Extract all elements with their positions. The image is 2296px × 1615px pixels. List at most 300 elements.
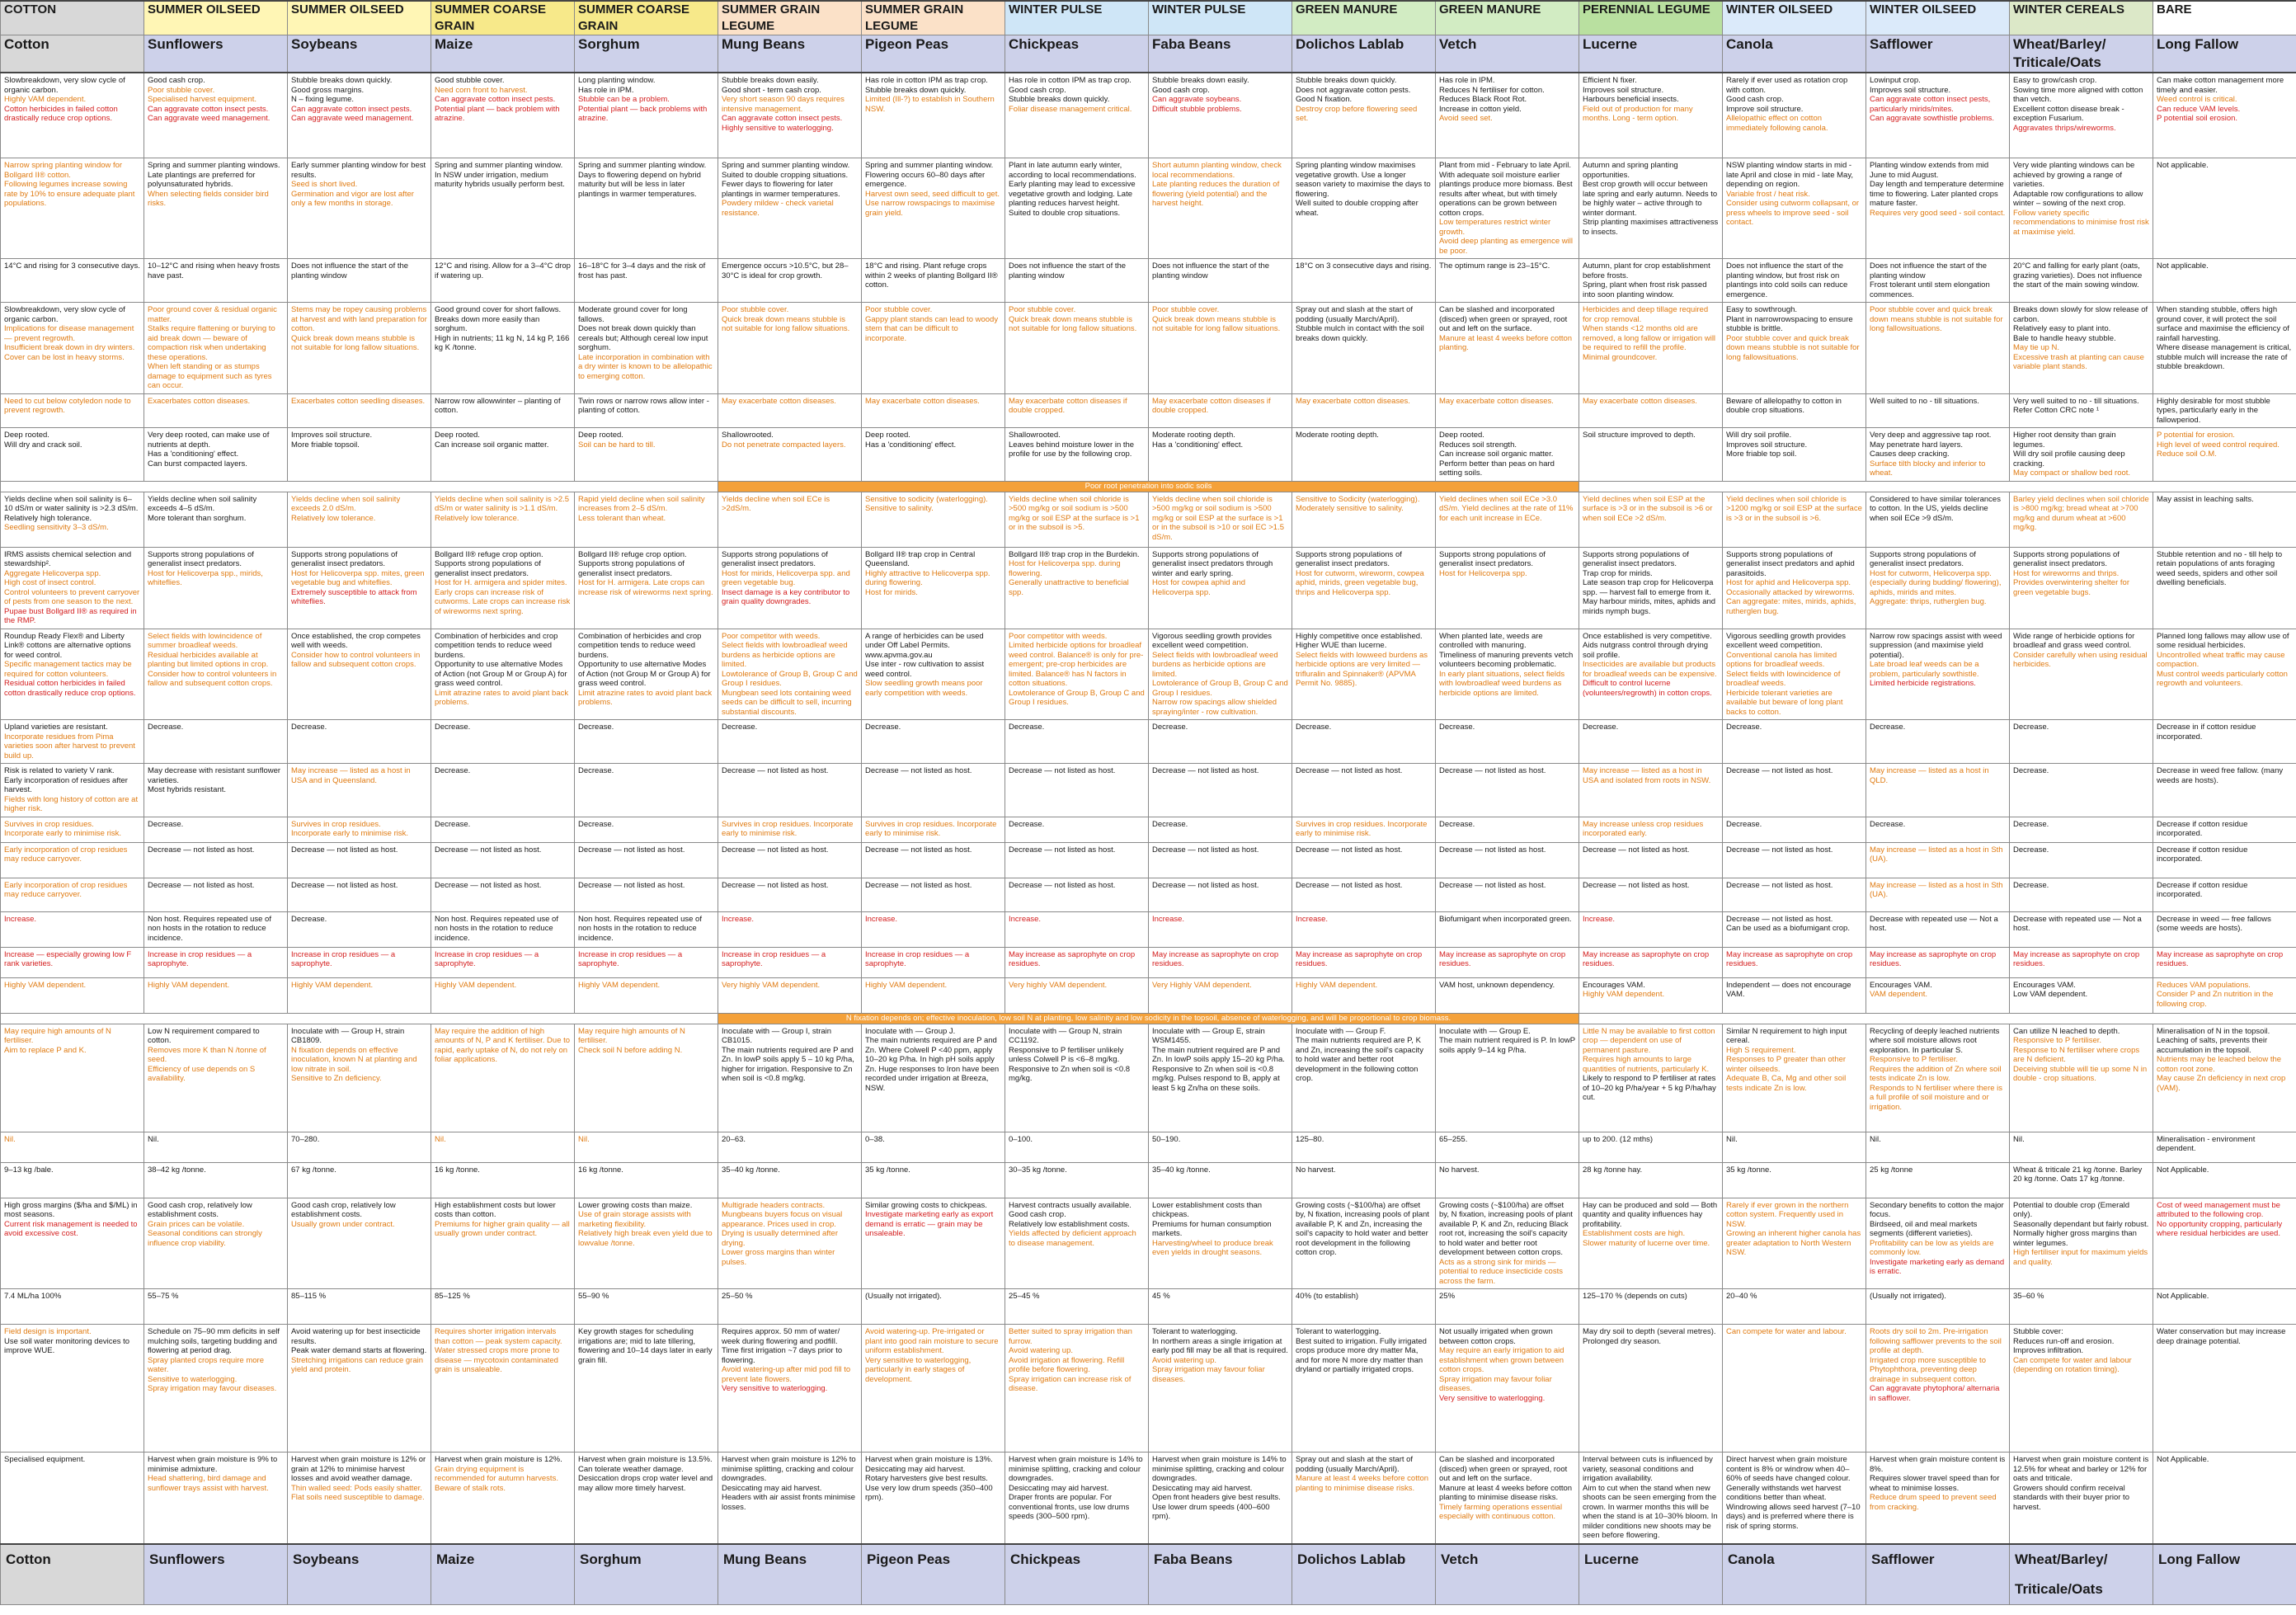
cell-line: May increase as saprophyte on crop residues. <box>1439 949 1566 968</box>
cell-line: Can reduce VAM levels. <box>2157 104 2241 114</box>
table-cell <box>575 911 718 947</box>
table-cell <box>144 629 288 720</box>
cell-line: Decrease — not listed as host. <box>1439 880 1546 890</box>
cell-line: Decrease. <box>1870 819 1906 829</box>
cell-line: Conventional canola has limited options for broadleaf weeds. <box>1726 650 1837 669</box>
cell-line: Stubble breaks down easily. <box>1152 76 1249 85</box>
cell-line: Poor stubble cover. <box>1152 305 1220 314</box>
cell-line: May decrease with resistant sunflower varieties. <box>148 766 281 785</box>
table-cell <box>1149 1024 1292 1132</box>
cell-line: The main nutrient required are P and Zn. In lowP soils apply 15–20 kg P/ha. Responsive to Zn when soil is <0.8 mg/kg. Pulses respond to B, apply at least 5 kg Zn/ha on these soils. <box>1152 1045 1285 1093</box>
cell-line: Soil can be hard to till. <box>578 440 656 450</box>
cell-line: Can aggravate weed management. <box>148 114 271 123</box>
table-cell <box>2153 303 2296 394</box>
cell-line: Seasonally dependant but fairly robust. <box>2013 1219 2149 1229</box>
cell-line: Late incorporation in combination with a dry winter is known to be allelopathic to emerging cotton. <box>578 352 713 381</box>
cell-line: Spray irrigation may favour foliar diseases. <box>1439 1374 1552 1393</box>
cell-line: Good cash crop. <box>1152 85 1210 95</box>
cell-line: Inoculate with — Group J. <box>865 1026 956 1036</box>
table-cell <box>1866 73 2010 158</box>
table-cell <box>1 73 144 158</box>
cell-line: Very highly VAM dependent. <box>722 980 821 990</box>
cell-line: Deep rooted. <box>4 431 49 440</box>
table-cell <box>1723 1289 1866 1325</box>
cell-line: In NSW under irrigation, medium maturity hybrids usually perform best. <box>435 170 565 189</box>
cell-line: Host for aphid and Helicoverpa spp. Occasionally attacked by wireworms. <box>1726 578 1855 597</box>
cell-line: Check soil N before adding N. <box>578 1045 683 1055</box>
crop-header: Faba Beans <box>1149 35 1292 73</box>
cell-line: Deceiving stubble will tie up some N in double - crop situations. <box>2013 1064 2148 1083</box>
table-cell <box>431 547 575 629</box>
cell-line: Early planting may lead to excessive vegetative growth and lodging. Late planting reduces harvest height. <box>1009 180 1136 208</box>
cell-line: Decrease. <box>722 723 758 732</box>
cell-line: Response to N fertiliser where crops are N deficient. <box>2013 1045 2140 1064</box>
table-cell <box>575 878 718 911</box>
cell-line: Decrease — not listed as host. <box>865 845 972 855</box>
cell-line: Stems may be ropey causing problems at harvest and with land preparation for cotton. <box>291 305 427 333</box>
table-cell <box>1149 1325 1292 1453</box>
cell-line: Spring and summer planting window. <box>578 161 707 170</box>
cell-line: Limit atrazine rates to avoid plant back problems. <box>578 688 713 707</box>
table-cell <box>1866 720 2010 764</box>
cell-line: May tie up N. <box>2013 343 2059 352</box>
column-group-header: GREEN MANURE <box>1436 1 1579 35</box>
cell-line: Responds to N fertiliser where there is a full profile of soil moisture and or irrigation. <box>1870 1083 2003 1112</box>
crop-header: Mung Beans <box>718 35 862 73</box>
cell-line: Supports strong populations of generalist insect predators. <box>2013 549 2120 568</box>
cell-line: Plant from mid - February to late April. With adequate soil moisture earlier plantings produce more biomass. Best results after wheat, but with timely operations can be grown between cotton crops. <box>1439 161 1573 218</box>
cell-line: Thin walled seed: Pods easily shatter. Flat soils need susceptible to damage. <box>291 1483 425 1502</box>
cell-line: Decrease — not listed as host. <box>1726 845 1833 855</box>
cell-line: Has role in cotton IPM as trap crop. <box>865 76 988 85</box>
cell-line: Host for Helicoverpa spp., mirids, whiteflies. <box>148 568 263 587</box>
cell-line: Increase. <box>865 914 898 924</box>
table-cell <box>718 720 862 764</box>
cell-line: Gappy plant stands can lead to woody stem that can be difficult to incorporate. <box>865 314 999 343</box>
cell-line: Decrease — not listed as host. <box>1439 766 1546 775</box>
cell-line: May exacerbate cotton diseases. <box>1296 396 1410 406</box>
table-cell <box>288 1132 431 1162</box>
cell-line: Deep rooted. <box>1439 431 1484 440</box>
cell-line: Efficiency of use depends on S availability. <box>148 1064 256 1083</box>
table-cell <box>862 73 1005 158</box>
table-cell <box>144 492 288 547</box>
table-cell <box>1005 492 1149 547</box>
table-cell <box>431 977 575 1013</box>
cell-line: Very deep and aggressive tap root. <box>1870 431 1992 440</box>
table-cell <box>2010 764 2153 817</box>
table-cell <box>1005 1024 1149 1132</box>
cell-line: Multigrade headers contracts. <box>722 1200 826 1210</box>
cell-line: Can aggravate cotton insect pests. <box>722 114 843 123</box>
cell-line: Less tolerant than wheat. <box>578 513 666 523</box>
table-cell <box>1149 842 1292 878</box>
cell-line: Decrease. <box>1009 819 1045 829</box>
cell-line: Mineralisation of N in the topsoil. <box>2157 1026 2270 1036</box>
cell-line: May penetrate hard layers. <box>1870 440 1964 450</box>
table-cell <box>144 393 288 428</box>
table-cell <box>862 720 1005 764</box>
table-cell <box>2153 764 2296 817</box>
table-cell <box>862 1325 1005 1453</box>
table-cell <box>1 158 144 259</box>
table-cell <box>2153 259 2296 303</box>
table-cell <box>1149 158 1292 259</box>
table-cell <box>1723 720 1866 764</box>
table-cell <box>2153 1024 2296 1132</box>
cell-line: Twin rows or narrow rows allow inter - planting of cotton. <box>578 396 709 415</box>
cell-line: Soil structure improved to depth. <box>1583 431 1696 440</box>
cell-line: Incorporate residues from Pima varieties soon after harvest to prevent build up. <box>4 732 135 760</box>
cell-line: Investigate marketing early as export demand is erratic — grain may be unsaleable. <box>865 1210 994 1238</box>
table-cell <box>1292 158 1436 259</box>
cell-line: Decrease. <box>2013 766 2049 775</box>
cell-line: Host for H. armigera. Late crops can increase risk of wireworms next spring. <box>578 578 713 597</box>
table-cell <box>862 911 1005 947</box>
table-cell <box>288 73 431 158</box>
cell-line: Improves soil structure. <box>291 431 373 440</box>
cell-line: Harvest when grain moisture is 12%. <box>435 1455 562 1464</box>
cell-line: Use of grain storage assists with marketing flexibility. <box>578 1210 691 1229</box>
cell-line: Avoid watering up. <box>1152 1355 1216 1365</box>
table-cell <box>1149 764 1292 817</box>
cell-line: High gross margins ($/ha and $/ML) in most seasons. <box>4 1200 138 1219</box>
cell-line: Spring and summer planting window. <box>865 161 994 170</box>
cell-line: Responsive to P fertiliser unlikely unless Colwell P is <6–8 mg/kg. Responsive to Zn when soil is <0.8 mg/kg. <box>1009 1045 1131 1083</box>
table-cell <box>1149 73 1292 158</box>
cell-line: Highly attractive to Helicoverpa spp. during flowering. <box>865 568 990 587</box>
cell-line: Harvest when grain moisture is 13%. <box>865 1455 993 1464</box>
cell-line: Host for mirids, Helicoverpa spp. and green vegetable bug. <box>722 568 850 587</box>
table-cell <box>1436 1162 1579 1198</box>
table-cell <box>288 842 431 878</box>
cell-line: Decrease — not listed as host. <box>1726 914 1833 924</box>
cell-line: Excellent cotton disease break - exception Fusarium. <box>2013 104 2124 123</box>
table-cell <box>2010 720 2153 764</box>
cell-line: Very short season 90 days requires intensive management. <box>722 95 845 114</box>
cell-line: Avoid irrigation at flowering. Refill profile before flowering. <box>1009 1355 1125 1374</box>
cell-line: Perform better than peas on hard setting soils. <box>1439 459 1555 478</box>
table-cell <box>1866 1325 2010 1453</box>
cell-line: May increase as saprophyte on crop residues. <box>2157 949 2284 968</box>
cell-line: Not Applicable. <box>2157 1455 2209 1464</box>
table-cell <box>2153 911 2296 947</box>
cell-line: Decrease. <box>578 723 614 732</box>
cell-line: Poor stubble cover. <box>722 305 789 314</box>
cell-line: Host for cutworm, wireworm, cowpea aphid, mirids, green vegetable bug, thrips and Helicoverpa spp. <box>1296 568 1424 597</box>
cell-line: High level of weed control required. <box>2157 440 2280 450</box>
table-row <box>1 764 2296 817</box>
cell-line: Decrease. <box>2013 845 2049 855</box>
cell-line: High S requirement. <box>1726 1045 1796 1055</box>
table-cell <box>1 764 144 817</box>
cell-line: Aim to replace P and K. <box>4 1045 87 1055</box>
table-row <box>1 720 2296 764</box>
table-cell <box>144 911 288 947</box>
table-cell <box>144 303 288 394</box>
cell-line: May increase — listed as a host in Sth (UA). <box>1870 880 2003 899</box>
cell-line: Foliar disease management critical. <box>1009 104 1132 114</box>
cell-line: Yields decline when soil ECe is >2dS/m. <box>722 494 830 513</box>
cell-line: Relatively low establishment costs. <box>1009 1219 1130 1229</box>
cell-line: Key growth stages for scheduling irrigations are; mid to late tillering, flowering and 10–14 days later in early grain fill. <box>578 1327 713 1365</box>
table-cell <box>575 764 718 817</box>
cell-line: Highly VAM dependent. <box>1583 990 1665 999</box>
table-cell <box>1866 1453 2010 1545</box>
table-cell <box>1723 911 1866 947</box>
cell-line: Decrease — not listed as host. <box>1726 880 1833 890</box>
table-row <box>1 158 2296 259</box>
crop-header: Soybeans <box>288 35 431 73</box>
table-cell <box>718 629 862 720</box>
cell-line: Yields affected by deficient approach to disease management. <box>1009 1229 1136 1248</box>
cell-line: Does not influence the start of the planting window <box>291 261 409 280</box>
cell-line: Decrease — not listed as host. <box>1009 845 1116 855</box>
table-cell <box>2153 817 2296 842</box>
cell-line: Yield declines when soil chloride is >1200 mg/kg or soil ESP at the surface is >3 or in the subsoil is >6. <box>1726 494 1862 523</box>
table-cell <box>2153 977 2296 1013</box>
cell-line: Vigorous seedling growth provides excellent weed competition. <box>1152 631 1273 650</box>
table-cell <box>1866 393 2010 428</box>
table-cell <box>288 977 431 1013</box>
table-cell <box>1436 1289 1579 1325</box>
table-cell <box>2153 1132 2296 1162</box>
cell-line: Shallowrooted. <box>722 431 774 440</box>
table-row <box>1 428 2296 482</box>
cell-line: Increase in crop residues — a saprophyte. <box>865 949 970 968</box>
table-cell <box>575 1162 718 1198</box>
cell-line: IRMS assists chemical selection and stewardship². <box>4 549 132 568</box>
table-cell <box>1005 303 1149 394</box>
cell-line: Sensitive to sodicity (waterlogging). <box>865 494 988 504</box>
table-cell <box>1292 720 1436 764</box>
cell-line: Responsive to P fertiliser. <box>2013 1036 2102 1045</box>
cell-line: Consider carefully when using residual herbicides. <box>2013 650 2148 669</box>
cell-line: Responses to P greater than other winter oilseeds. <box>1726 1055 1847 1074</box>
cell-line: Highly VAM dependent. <box>4 95 87 104</box>
cell-line: Stubble can be a problem. <box>578 95 670 104</box>
cell-line: 18°C on 3 consecutive days and rising. <box>1296 261 1432 271</box>
table-row <box>1 842 2296 878</box>
cell-line: Interval between cuts is influenced by variety, seasonal conditions and irrigation availability. <box>1583 1455 1713 1483</box>
cell-line: Host for cowpea aphid and Helicoverpa spp. <box>1152 578 1246 597</box>
cell-line: Nil. <box>435 1134 446 1144</box>
cell-line: Spray irrigation may favour diseases. <box>148 1384 277 1393</box>
cell-line: Host for Helicoverpa spp. during flowering. <box>1009 559 1121 578</box>
cell-line: Efficient N fixer. <box>1583 76 1637 85</box>
cell-line: Deep rooted. <box>578 431 623 440</box>
cell-line: Opportunity to use alternative Modes of Action (not Group M or Group A) for grass weed control. <box>435 660 567 688</box>
table-cell <box>144 1132 288 1162</box>
table-cell <box>1723 1453 1866 1545</box>
cell-line: Premiums for human consumption markets. <box>1152 1219 1272 1238</box>
table-cell <box>2153 720 2296 764</box>
cell-line: Supports strong populations of generalist insect predators through winter and early spring. <box>1152 549 1273 578</box>
table-cell <box>288 817 431 842</box>
cell-line: Birdseed, oil and meal markets segments (different varieties). <box>1870 1219 1978 1238</box>
table-cell <box>1005 1325 1149 1453</box>
table-cell <box>1866 259 2010 303</box>
cell-line: Supports strong populations of generalist insect predators. <box>435 559 541 578</box>
cell-line: Survives in crop residues. <box>291 819 381 829</box>
cell-line: Trap crop for mirids. <box>1583 568 1653 578</box>
cell-line: Can tolerate weather damage. <box>578 1464 684 1474</box>
cell-line: May increase — listed as a host in USA and isolated from roots in NSW. <box>1583 766 1711 785</box>
table-cell <box>1866 1289 2010 1325</box>
table-cell <box>1 1453 144 1545</box>
cell-line: 35–40 kg /tonne. <box>1152 1165 1211 1175</box>
table-cell <box>1579 547 1723 629</box>
cell-line: Requires approx. 50 mm of water/ week during flowering and podfill. <box>722 1327 840 1346</box>
cell-line: Has a 'conditioning' effect. <box>865 440 957 450</box>
cell-line: Improves soil structure. <box>1583 85 1664 95</box>
cell-line: Decrease in if cotton residue incorporated. <box>2157 723 2256 742</box>
cell-line: N – fixing legume. <box>291 95 355 104</box>
table-cell <box>575 428 718 482</box>
cell-line: 25% <box>1439 1292 1456 1301</box>
cell-line: Early summer planting window for best results. <box>291 161 426 180</box>
cell-line: Supports strong populations of generalist insect predators and aphid parasitoids. <box>1726 549 1855 578</box>
cell-line: Highly VAM dependent. <box>148 980 230 990</box>
cell-line: Long planting window. <box>578 76 656 85</box>
cell-line: Control volunteers to prevent carryover of pests from one season to the next. <box>4 587 140 606</box>
table-cell <box>1866 842 2010 878</box>
cell-line: Highly VAM dependent. <box>1296 980 1378 990</box>
cell-line: Decrease. <box>2013 880 2049 890</box>
cell-line: Inoculate with — Group E. <box>1439 1026 1531 1036</box>
cell-line: Yields decline when soil salinity exceeds 4–5 dS/m. <box>148 494 257 513</box>
column-group-header: SUMMER OILSEED <box>144 1 288 35</box>
table-cell <box>1 720 144 764</box>
table-cell <box>575 303 718 394</box>
table-cell <box>718 259 862 303</box>
cell-line: Yields decline when soil salinity exceeds 2.0 dS/m. <box>291 494 401 513</box>
cell-line: Potential to double crop (Emerald only). <box>2013 1200 2129 1219</box>
cell-line: Grain drying equipment is recommended for autumn harvests. <box>435 1464 558 1483</box>
table-cell <box>718 878 862 911</box>
cell-line: Very sensitive to waterlogging. <box>722 1384 828 1393</box>
crop-footer: Pigeon Peas <box>862 1544 1005 1605</box>
cell-line: May exacerbate cotton diseases if double cropped. <box>1152 396 1271 415</box>
cell-line: Need corn front to harvest. <box>435 85 528 95</box>
table-cell <box>1292 1289 1436 1325</box>
table-cell <box>431 720 575 764</box>
cell-line: Incorporate early to minimise risk. <box>4 829 122 838</box>
cell-line: Narrow spring planting window for Bollgard II® cotton. <box>4 161 123 180</box>
cell-line: Spray out and slash at the start of podding (usually March/April). <box>1296 305 1414 324</box>
cell-line: Timely farming operations essential especially with continuous cotton. <box>1439 1502 1563 1521</box>
cell-line: Nutrients may be leached below the cotton root zone. <box>2157 1055 2282 1074</box>
cell-line: Supports strong populations of generalist insect predators. <box>722 549 828 568</box>
table-cell <box>1579 259 1723 303</box>
table-cell <box>2010 878 2153 911</box>
cell-line: 0–38. <box>865 1134 885 1144</box>
table-cell <box>1723 158 1866 259</box>
table-cell <box>1723 547 1866 629</box>
table-cell <box>1866 547 2010 629</box>
cell-line: Likely to respond to P fertiliser at rates of 10–20 kg P/ha/year + 5 kg P/ha/hay cut. <box>1583 1074 1716 1102</box>
cell-line: Inoculate with — Group I, strain CB1015. <box>722 1026 832 1045</box>
table-cell <box>144 878 288 911</box>
cell-line: Decrease — not listed as host. <box>1583 845 1690 855</box>
cell-line: Harvest when grain moisture is 13.5%. <box>578 1455 713 1464</box>
crop-header: Cotton <box>1 35 144 73</box>
cell-line: Following legumes increase sowing rate by 10% to ensure adequate plant populations. <box>4 180 135 208</box>
cell-line: Decrease. <box>435 766 471 775</box>
table-cell <box>1436 947 1579 977</box>
cell-line: Beware of stalk rots. <box>435 1483 506 1493</box>
cell-line: Roots dry soil to 2m. Pre-irrigation following safflower prevents to the soil profile at depth. <box>1870 1327 2002 1355</box>
table-cell <box>144 1198 288 1289</box>
cell-line: A range of herbicides can be used under Off Label Permits. www.apvma.gov.au <box>865 631 984 660</box>
cell-line: Current risk management is needed to avoid excessive cost. <box>4 1219 138 1238</box>
cell-line: Host for cutworm, Helicoverpa spp. (especially during budding/ flowering), aphids, mirids and mites. <box>1870 568 2002 597</box>
cell-line: P potential soil erosion. <box>2157 114 2238 123</box>
cell-line: Increase. <box>1296 914 1329 924</box>
cell-line: 10–12°C and rising when heavy frosts have past. <box>148 261 280 280</box>
cell-line: Increase. <box>1152 914 1185 924</box>
cell-line: 0–100. <box>1009 1134 1033 1144</box>
cell-line: Moderate rooting depth. <box>1152 431 1235 440</box>
cell-line: Stubble breaks down quickly. <box>865 85 967 95</box>
cell-line: Spring planting window maximises vegetative growth. Use a longer season variety to maximise the days to flowering. <box>1296 161 1431 199</box>
cell-line: Seasonal conditions can strongly influence crop viability. <box>148 1229 262 1248</box>
cell-line: Use narrow rowspacings to maximise grain yield. <box>865 199 995 218</box>
cell-line: Decrease — not listed as host. <box>1152 845 1259 855</box>
table-cell <box>431 1325 575 1453</box>
cell-line: Acts as a strong sink for mirids — potential to reduce insecticide costs across the farm. <box>1439 1257 1563 1286</box>
table-cell <box>431 947 575 977</box>
cell-line: Sensitive to waterlogging. <box>148 1374 238 1384</box>
table-cell <box>2010 1024 2153 1132</box>
cell-line: Breaks down slowly for slow release of carbon. <box>2013 305 2148 324</box>
cell-line: High establishment costs but lower costs than cotton. <box>435 1200 556 1219</box>
cell-line: Select fields with lowincidence of broadleaf weeds. <box>1726 669 1841 688</box>
cell-line: Potential plant — back problem with atrazine. <box>435 104 560 123</box>
table-cell <box>1005 977 1149 1013</box>
table-cell <box>144 428 288 482</box>
n-fixation-banner: N fixation depends on; effective inoculation, low soil N at planting, low salinity and low sodicity in the topsoil, absence of waterlogging, and will be proportional to crop biomass. <box>718 1013 1579 1024</box>
cell-line: Harvest when grain moisture is 12% to minimise splitting, cracking and colour downgrades. <box>722 1455 856 1483</box>
cell-line: Well suited to double cropping after wheat. <box>1296 199 1419 218</box>
table-cell <box>575 842 718 878</box>
cell-line: Relatively low tolerance. <box>435 513 520 523</box>
table-cell <box>2010 1453 2153 1545</box>
crop-footer: Canola <box>1723 1544 1866 1605</box>
cell-line: Combination of herbicides and crop competition tends to reduce weed burdens. <box>578 631 702 660</box>
cell-line: Can utilize N leached to depth. <box>2013 1026 2120 1036</box>
cell-line: Does not influence the start of the planting window <box>1152 261 1270 280</box>
cell-line: Weed control is critical. <box>2157 95 2237 104</box>
cell-line: Harvest contracts usually available. <box>1009 1200 1132 1210</box>
cell-line: When planted late, weeds are controlled with manuring. <box>1439 631 1543 650</box>
cell-line: Avoid seed set. <box>1439 114 1493 123</box>
cell-line: Hay can be produced and sold — Both quantity and quality influences hay profitability. <box>1583 1200 1718 1229</box>
table-cell <box>1005 842 1149 878</box>
cell-line: N fixation depends on effective inoculation, known N at planting and low nitrate in soil. <box>291 1045 417 1074</box>
cell-line: Higher root density than grain legumes. <box>2013 431 2116 450</box>
table-cell <box>1866 764 2010 817</box>
cell-line: Spray irrigation can increase risk of disease. <box>1009 1374 1132 1393</box>
cell-line: May exacerbate cotton diseases. <box>1583 396 1697 406</box>
cell-line: Can aggravate cotton insect pests. <box>291 104 412 114</box>
table-cell <box>288 1162 431 1198</box>
cell-line: Lower establishment costs than chickpeas. <box>1152 1200 1263 1219</box>
cell-line: Host for H. armigera and spider mites. Early crops can increase risk of cutworms. Late crops can increase risk of wireworms next spring. <box>435 578 571 616</box>
table-cell <box>1866 492 2010 547</box>
cell-line: Will dry and crack soil. <box>4 440 82 450</box>
table-row <box>1 393 2296 428</box>
